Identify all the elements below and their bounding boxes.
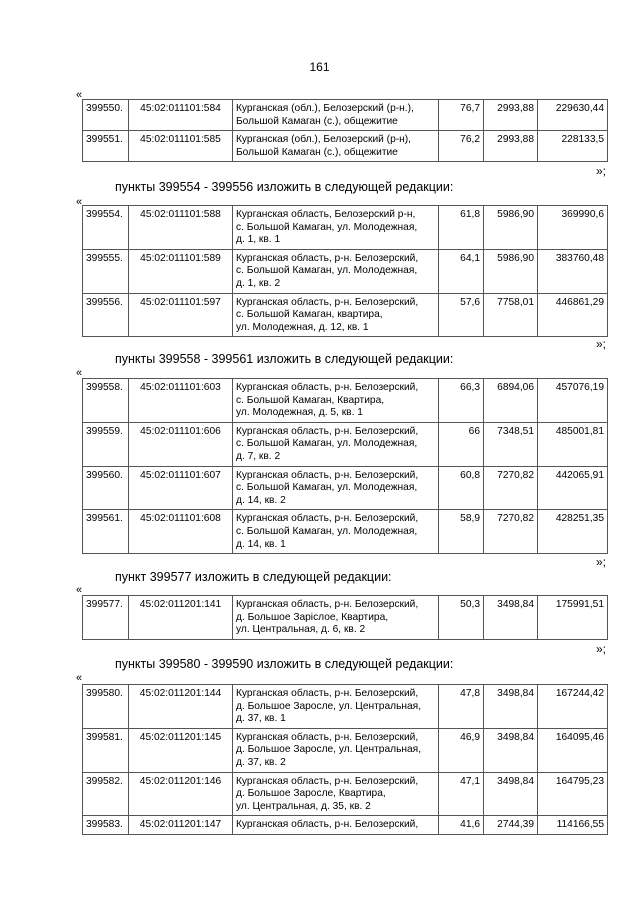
registry-table — [82, 684, 608, 835]
price-per-sqm-cell: 6894,06 — [484, 379, 538, 423]
row-number-cell: 399556. — [83, 293, 129, 337]
row-number-cell: 399550. — [83, 100, 129, 131]
area-cell: 64,1 — [439, 249, 484, 293]
address-cell: Курганская область, р-н. Белозерский, с. Большой Камаган, ул. Молодежная, д. 1, кв. 2 — [233, 249, 439, 293]
price-per-sqm-cell: 5986,90 — [484, 249, 538, 293]
cadastral-number-cell: 45:02:011101:584 — [129, 100, 233, 131]
area-cell: 76,7 — [439, 100, 484, 131]
area-cell: 66 — [439, 422, 484, 466]
area-cell: 41,6 — [439, 816, 484, 835]
cadastral-number-cell: 45:02:011101:606 — [129, 422, 233, 466]
price-per-sqm-cell: 7758,01 — [484, 293, 538, 337]
area-cell: 46,9 — [439, 728, 484, 772]
price-per-sqm-cell: 5986,90 — [484, 206, 538, 250]
area-cell: 60,8 — [439, 466, 484, 510]
address-cell: Курганская область, р-н. Белозерский, — [233, 816, 439, 835]
registry-table — [82, 205, 608, 337]
row-number-cell: 399554. — [83, 206, 129, 250]
cadastral-value-cell: 175991,51 — [538, 596, 608, 640]
area-cell: 47,8 — [439, 685, 484, 729]
cadastral-number-cell: 45:02:011101:597 — [129, 293, 233, 337]
address-cell: Курганская область, р-н. Белозерский, с. Большой Камаган, ул. Молодежная, д. 7, кв. 2 — [233, 422, 439, 466]
cadastral-number-cell: 45:02:011201:141 — [129, 596, 233, 640]
cadastral-number-cell: 45:02:011101:603 — [129, 379, 233, 423]
table-row — [83, 510, 608, 554]
quote-open: « — [76, 672, 83, 684]
row-number-cell: 399561. — [83, 510, 129, 554]
price-per-sqm-cell: 7270,82 — [484, 466, 538, 510]
cadastral-value-cell: 114166,55 — [538, 816, 608, 835]
cadastral-value-cell: 485001,81 — [538, 422, 608, 466]
cadastral-value-cell: 369990,6 — [538, 206, 608, 250]
address-cell: Курганская область, р-н. Белозерский, д. Большое Заросле, ул. Центральная, д. 37, кв. 2 — [233, 728, 439, 772]
cadastral-number-cell: 45:02:011201:144 — [129, 685, 233, 729]
price-per-sqm-cell: 2993,88 — [484, 100, 538, 131]
section-heading: пункты 399554 - 399556 изложить в следующей редакции: — [115, 180, 454, 194]
cadastral-number-cell: 45:02:011101:588 — [129, 206, 233, 250]
area-cell: 50,3 — [439, 596, 484, 640]
row-number-cell: 399558. — [83, 379, 129, 423]
quote-open: « — [76, 367, 83, 379]
price-per-sqm-cell: 2744,39 — [484, 816, 538, 835]
cadastral-value-cell: 229630,44 — [538, 100, 608, 131]
cadastral-value-cell: 446861,29 — [538, 293, 608, 337]
row-number-cell: 399555. — [83, 249, 129, 293]
price-per-sqm-cell: 3498,84 — [484, 596, 538, 640]
row-number-cell: 399583. — [83, 816, 129, 835]
cadastral-value-cell: 167244,42 — [538, 685, 608, 729]
area-cell: 66,3 — [439, 379, 484, 423]
cadastral-value-cell: 442065,91 — [538, 466, 608, 510]
cadastral-value-cell: 164795,23 — [538, 772, 608, 816]
area-cell: 57,6 — [439, 293, 484, 337]
cadastral-value-cell: 228133,5 — [538, 131, 608, 162]
price-per-sqm-cell: 7270,82 — [484, 510, 538, 554]
row-number-cell: 399577. — [83, 596, 129, 640]
table-row — [83, 379, 608, 423]
quote-open: « — [76, 584, 83, 596]
cadastral-number-cell: 45:02:011101:589 — [129, 249, 233, 293]
area-cell: 58,9 — [439, 510, 484, 554]
table-row — [83, 816, 608, 835]
area-cell: 61,8 — [439, 206, 484, 250]
registry-table — [82, 378, 608, 554]
address-cell: Курганская область, р-н. Белозерский, с. Большой Камаган, квартира, ул. Молодежная, д. 12, кв. 1 — [233, 293, 439, 337]
address-cell: Курганская область, р-н. Белозерский, с. Большой Камаган, ул. Молодежная, д. 14, кв. 2 — [233, 466, 439, 510]
price-per-sqm-cell: 3498,84 — [484, 772, 538, 816]
table-row — [83, 728, 608, 772]
area-cell: 47,1 — [439, 772, 484, 816]
address-cell: Курганская область, р-н. Белозерский, д. Большое Заріслое, Квартира, ул. Центральная, д. 6, кв. 2 — [233, 596, 439, 640]
table-row — [83, 249, 608, 293]
row-number-cell: 399581. — [83, 728, 129, 772]
table-row — [83, 772, 608, 816]
quote-close: »; — [596, 642, 607, 656]
address-cell: Курганская область, р-н. Белозерский, д. Большое Заросле, ул. Центральная, д. 37, кв. 1 — [233, 685, 439, 729]
table-row — [83, 466, 608, 510]
cadastral-value-cell: 428251,35 — [538, 510, 608, 554]
page-number: 161 — [309, 60, 330, 74]
section-heading: пункты 399580 - 399590 изложить в следующей редакции: — [115, 657, 454, 671]
row-number-cell: 399582. — [83, 772, 129, 816]
section-heading: пункт 399577 изложить в следующей редакции: — [115, 570, 392, 584]
registry-table — [82, 595, 608, 640]
table-row — [83, 100, 608, 131]
cadastral-value-cell: 383760,48 — [538, 249, 608, 293]
address-cell: Курганская область, р-н. Белозерский, с. Большой Камаган, Квартира, ул. Молодежная, д. 5, кв. 1 — [233, 379, 439, 423]
area-cell: 76,2 — [439, 131, 484, 162]
row-number-cell: 399559. — [83, 422, 129, 466]
price-per-sqm-cell: 2993,88 — [484, 131, 538, 162]
table-row — [83, 685, 608, 729]
price-per-sqm-cell: 7348,51 — [484, 422, 538, 466]
address-cell: Курганская область, р-н. Белозерский, д. Большое Заросле, Квартира, ул. Центральная, д. 35, кв. 2 — [233, 772, 439, 816]
cadastral-number-cell: 45:02:011101:607 — [129, 466, 233, 510]
registry-table — [82, 99, 608, 162]
cadastral-number-cell: 45:02:011201:145 — [129, 728, 233, 772]
address-cell: Курганская (обл.), Белозерский (р-н), Большой Камаган (с.), общежитие — [233, 131, 439, 162]
table-row — [83, 131, 608, 162]
table-row — [83, 206, 608, 250]
address-cell: Курганская область, р-н. Белозерский, с. Большой Камаган, ул. Молодежная, д. 14, кв. 1 — [233, 510, 439, 554]
cadastral-number-cell: 45:02:011201:147 — [129, 816, 233, 835]
quote-open: « — [76, 89, 83, 101]
quote-close: »; — [596, 164, 607, 178]
cadastral-value-cell: 164095,46 — [538, 728, 608, 772]
cadastral-number-cell: 45:02:011101:608 — [129, 510, 233, 554]
cadastral-value-cell: 457076,19 — [538, 379, 608, 423]
cadastral-number-cell: 45:02:011201:146 — [129, 772, 233, 816]
address-cell: Курганская область, Белозерский р-н, с. Большой Камаган, ул. Молодежная, д. 1, кв. 1 — [233, 206, 439, 250]
table-row — [83, 293, 608, 337]
table-row — [83, 596, 608, 640]
cadastral-number-cell: 45:02:011101:585 — [129, 131, 233, 162]
quote-close: »; — [596, 555, 607, 569]
table-row — [83, 422, 608, 466]
quote-close: »; — [596, 337, 607, 351]
row-number-cell: 399580. — [83, 685, 129, 729]
price-per-sqm-cell: 3498,84 — [484, 685, 538, 729]
quote-open: « — [76, 196, 83, 208]
row-number-cell: 399560. — [83, 466, 129, 510]
section-heading: пункты 399558 - 399561 изложить в следующей редакции: — [115, 352, 454, 366]
price-per-sqm-cell: 3498,84 — [484, 728, 538, 772]
address-cell: Курганская (обл.), Белозерский (р-н.), Большой Камаган (с.), общежитие — [233, 100, 439, 131]
row-number-cell: 399551. — [83, 131, 129, 162]
